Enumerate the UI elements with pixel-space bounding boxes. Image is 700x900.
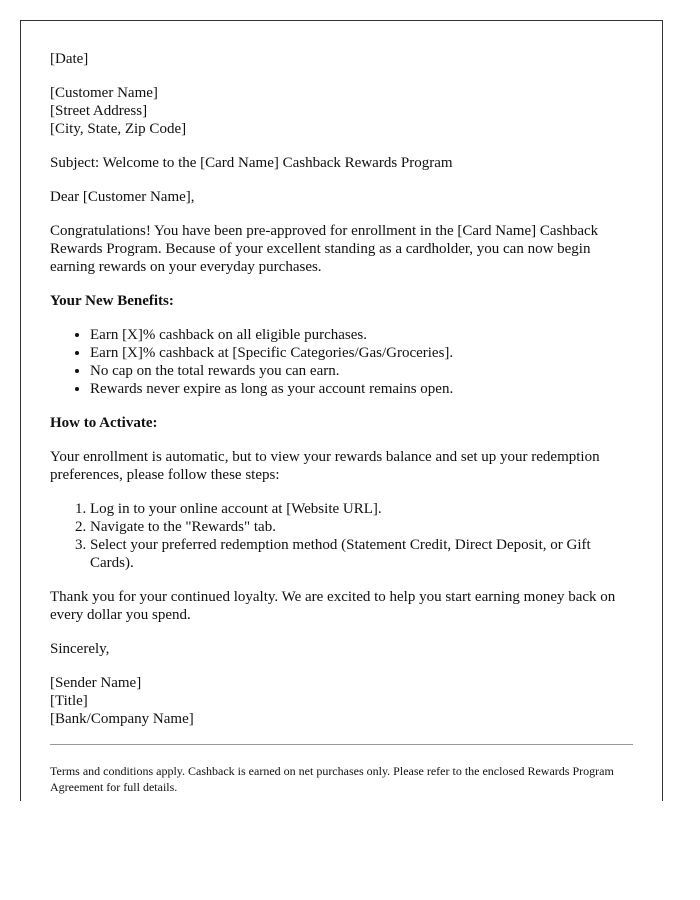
salutation: Dear [Customer Name],: [50, 189, 195, 205]
benefits-list: [50, 326, 633, 398]
benefits-heading: Your New Benefits:: [50, 293, 174, 309]
sender-title: [Title]: [50, 693, 88, 709]
date: [Date]: [50, 51, 89, 67]
list-item: 3. Select your preferred redemption method (Statement Credit, Direct Deposit, or Gift Cards).: [90, 536, 633, 572]
closing-paragraph: Thank you for your continued loyalty. We are excited to help you start earning money back on every dollar you spend.: [50, 589, 616, 623]
city-state-zip: [City, State, Zip Code]: [50, 121, 187, 137]
letter-page: [20, 20, 663, 801]
recipient-address: [50, 84, 633, 138]
intro-paragraph: Congratulations! You have been pre-approved for enrollment in the [Card Name] Cashback Rewards Program. Because of your excellent standing as a cardholder, you can now begin earning rewards on your everyday purchases.: [50, 223, 599, 275]
list-item: • No cap on the total rewards you can earn.: [90, 362, 633, 380]
sender-name: [Sender Name]: [50, 675, 142, 691]
divider: [50, 744, 633, 745]
list-item: • Rewards never expire as long as your account remains open.: [90, 380, 633, 398]
list-item: 2. Navigate to the "Rewards" tab.: [90, 518, 633, 536]
terms-footer: Terms and conditions apply. Cashback is earned on net purchases only. Please refer to the enclosed Rewards Program Agreement for full details.: [50, 764, 614, 794]
customer-name: [Customer Name]: [50, 85, 158, 101]
subject-line: Subject: Welcome to the [Card Name] Cashback Rewards Program: [50, 155, 453, 171]
activate-paragraph: Your enrollment is automatic, but to view your rewards balance and set up your redemption preferences, please follow these steps:: [50, 449, 600, 483]
street-address: [Street Address]: [50, 103, 148, 119]
list-item: • Earn [X]% cashback at [Specific Categories/Gas/Groceries].: [90, 344, 633, 362]
list-item: • Earn [X]% cashback on all eligible purchases.: [90, 326, 633, 344]
signoff: Sincerely,: [50, 641, 110, 657]
list-item: 1. Log in to your online account at [Website URL].: [90, 500, 633, 518]
activation-steps: [50, 500, 633, 572]
activate-heading: How to Activate:: [50, 415, 158, 431]
signature-block: [50, 674, 633, 728]
company-name: [Bank/Company Name]: [50, 711, 194, 727]
